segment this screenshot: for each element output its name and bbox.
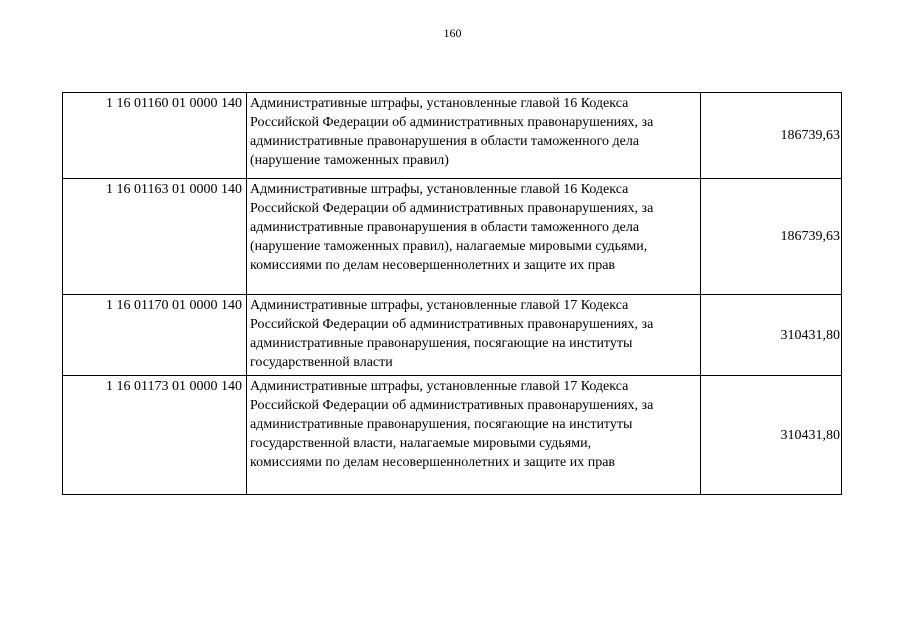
description-line: Российской Федерации об административных правонарушениях, за <box>250 398 654 413</box>
description-line: комиссиями по делам несовершеннолетних и защите их прав <box>250 455 616 470</box>
table-row <box>63 93 842 179</box>
amount: 186739,63 <box>701 93 842 179</box>
page-number: 160 <box>443 26 462 40</box>
description-line: (нарушение таможенных правил) <box>250 153 449 168</box>
amount: 310431,80 <box>701 376 842 495</box>
revenue-code: 1 16 01173 01 0000 140 <box>63 376 247 495</box>
description-line: административные правонарушения, посягающие на институты <box>250 417 633 432</box>
description-line: государственной власти, налагаемые мировыми судьями, <box>250 436 592 451</box>
description-line: Российской Федерации об административных правонарушениях, за <box>250 317 654 332</box>
table-row <box>63 376 842 495</box>
description-line: Административные штрафы, установленные главой 16 Кодекса <box>250 96 629 111</box>
amount: 310431,80 <box>701 295 842 376</box>
revenue-description <box>247 93 701 179</box>
description-line: Российской Федерации об административных правонарушениях, за <box>250 201 654 216</box>
revenue-description <box>247 179 701 295</box>
description-line: государственной власти <box>250 355 393 370</box>
revenue-description <box>247 376 701 495</box>
description-line: административные правонарушения в области таможенного дела <box>250 220 640 235</box>
description-line: Российской Федерации об административных правонарушениях, за <box>250 115 654 130</box>
description-line: Административные штрафы, установленные главой 17 Кодекса <box>250 379 629 394</box>
table-row <box>63 295 842 376</box>
revenue-table <box>62 92 842 495</box>
description-line: Административные штрафы, установленные главой 17 Кодекса <box>250 298 629 313</box>
table-row <box>63 179 842 295</box>
description-line: Административные штрафы, установленные главой 16 Кодекса <box>250 182 629 197</box>
description-line: комиссиями по делам несовершеннолетних и защите их прав <box>250 258 616 273</box>
revenue-description <box>247 295 701 376</box>
description-line: административные правонарушения в области таможенного дела <box>250 134 640 149</box>
description-line: административные правонарушения, посягающие на институты <box>250 336 633 351</box>
description-line: (нарушение таможенных правил), налагаемые мировыми судьями, <box>250 239 648 254</box>
amount: 186739,63 <box>701 179 842 295</box>
revenue-code: 1 16 01160 01 0000 140 <box>63 93 247 179</box>
revenue-code: 1 16 01163 01 0000 140 <box>63 179 247 295</box>
revenue-code: 1 16 01170 01 0000 140 <box>63 295 247 376</box>
